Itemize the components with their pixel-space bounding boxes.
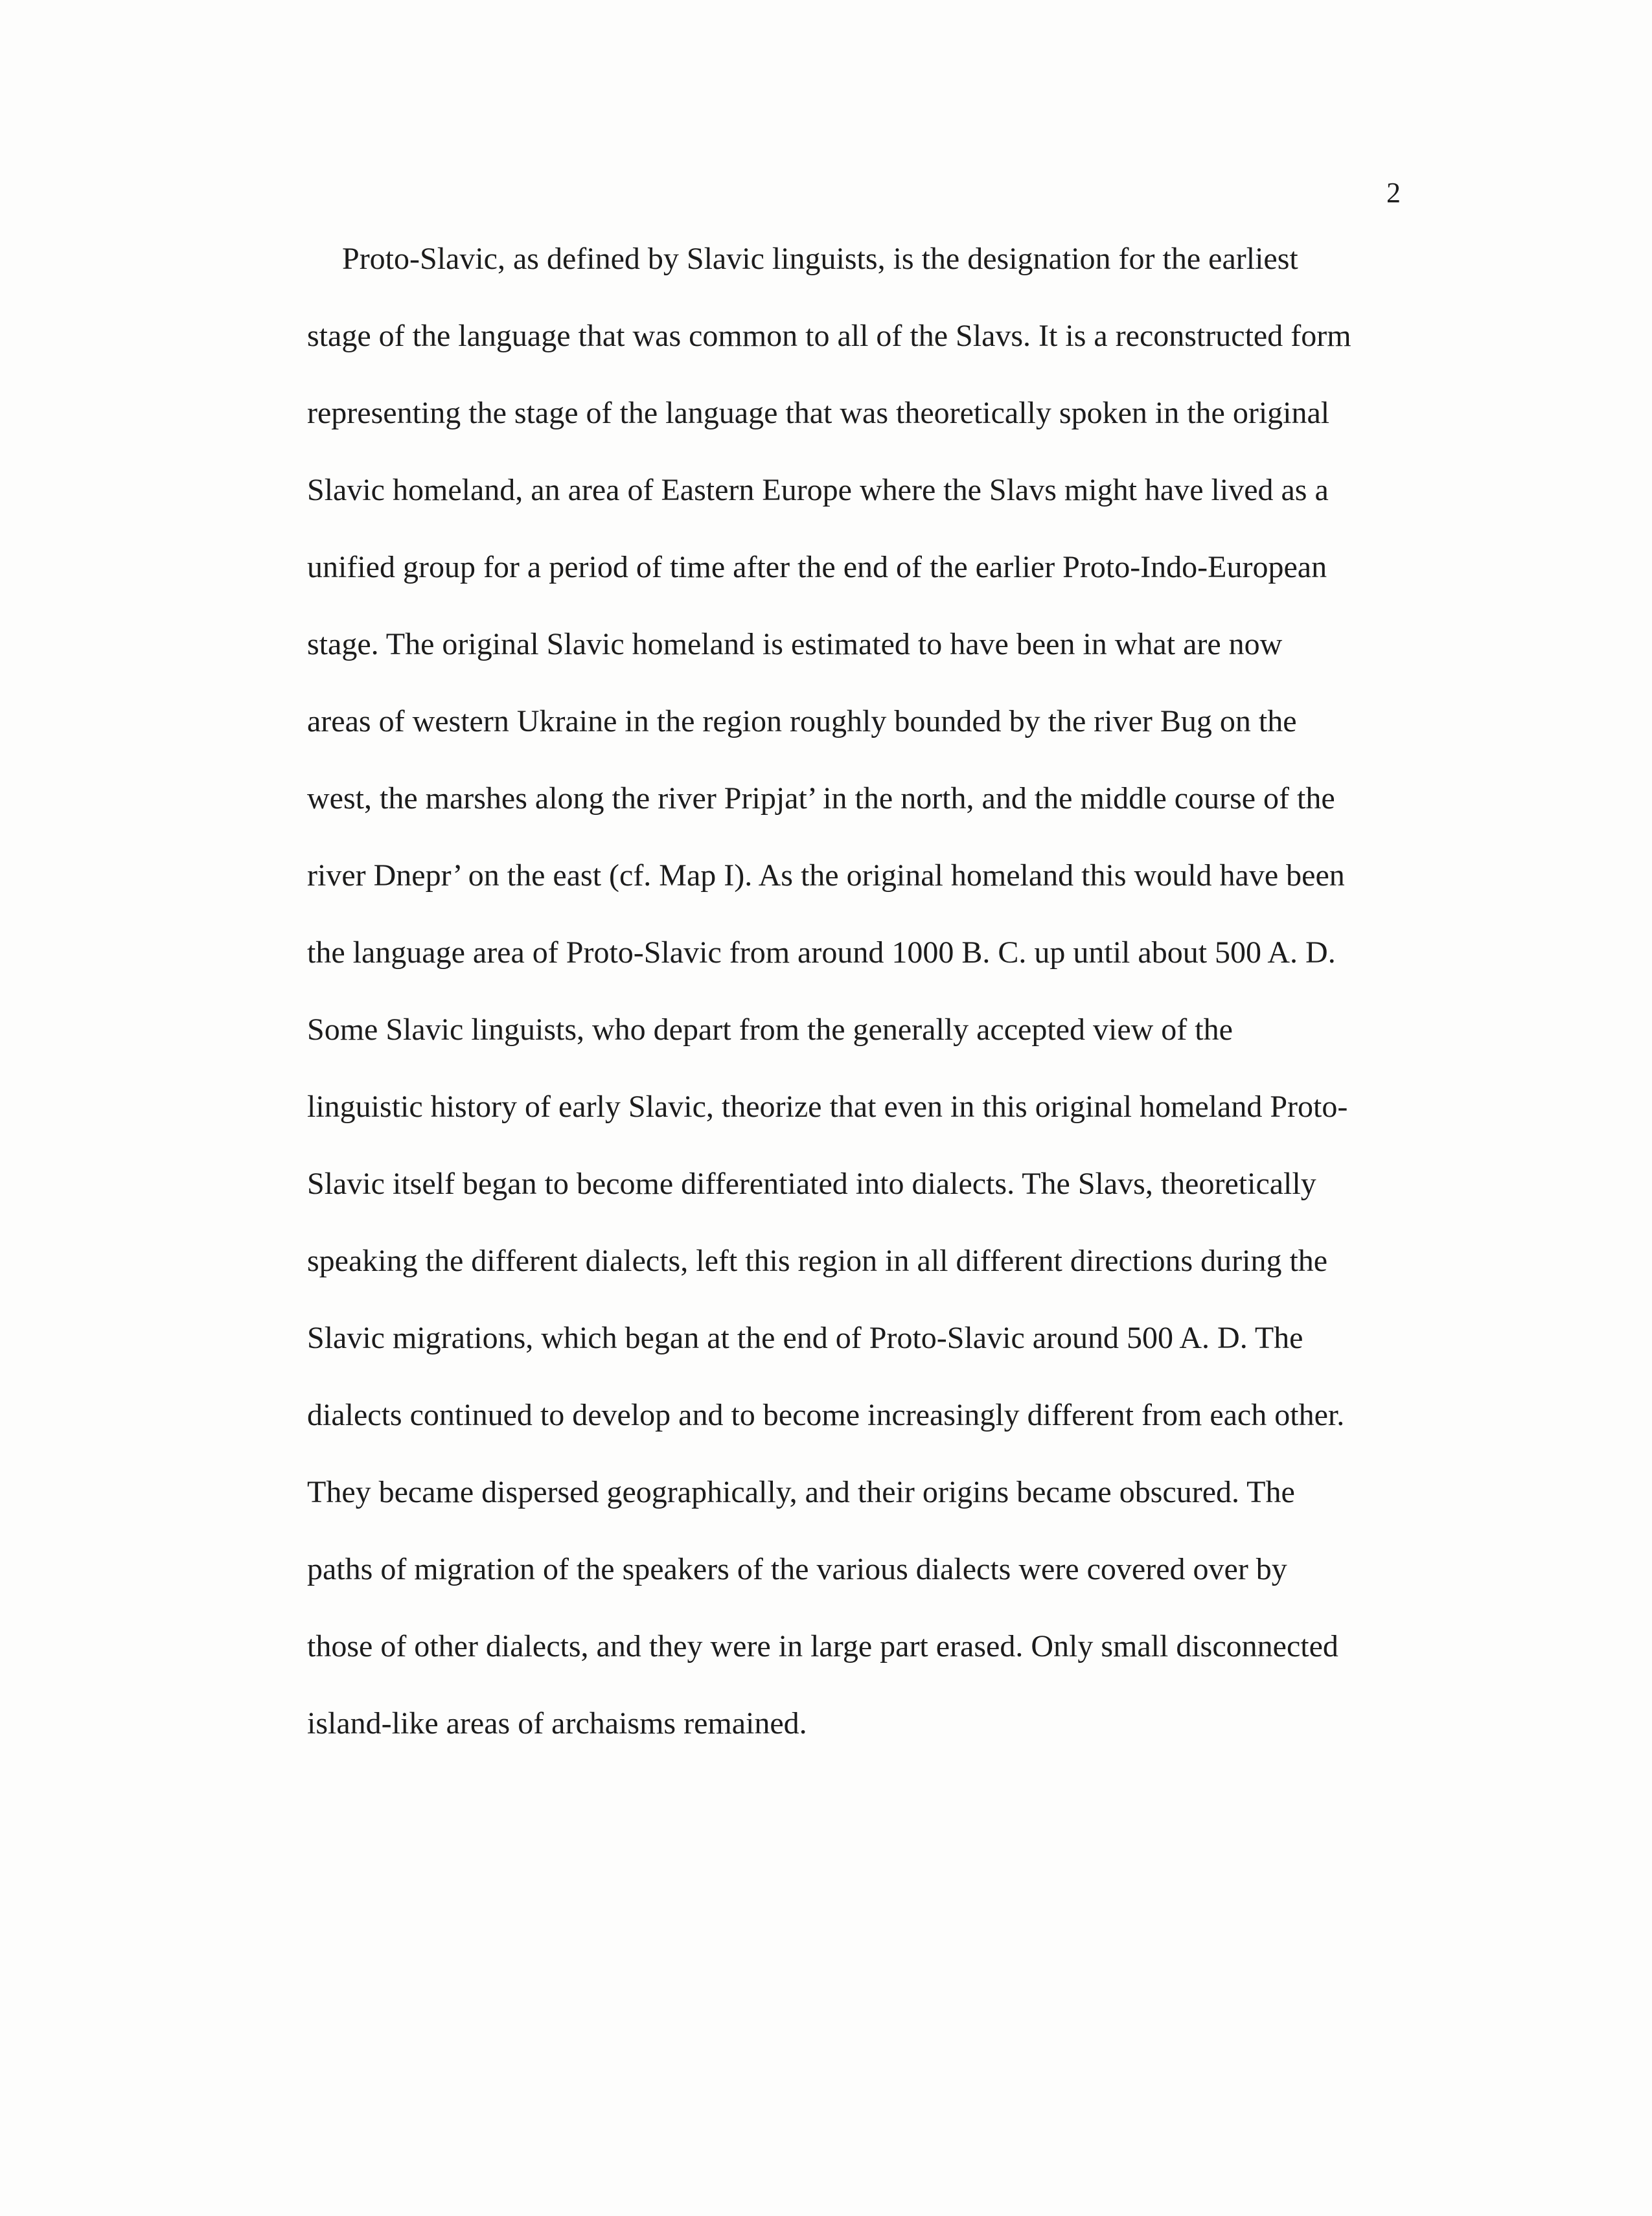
paragraph-line: Proto-Slavic, as defined by Slavic linguists, is the designation for the earliest bbox=[342, 242, 1298, 276]
paragraph-line: They became dispersed geographically, and their origins became obscured. The bbox=[307, 1475, 1295, 1509]
paragraph-line: paths of migration of the speakers of the various dialects were covered over by bbox=[307, 1552, 1287, 1586]
paragraph-line: Slavic itself began to become differentiated into dialects. The Slavs, theoretically bbox=[307, 1167, 1316, 1201]
paragraph-line: Some Slavic linguists, who depart from the generally accepted view of the bbox=[307, 1012, 1233, 1047]
paragraph-line: island-like areas of archaisms remained. bbox=[307, 1706, 807, 1741]
paragraph-line: stage of the language that was common to all of the Slavs. It is a reconstructed form bbox=[307, 319, 1351, 353]
paragraph-line: west, the marshes along the river Pripjat’ in the north, and the middle course of the bbox=[307, 781, 1335, 816]
page-number: 2 bbox=[1386, 177, 1401, 209]
paragraph-line: areas of western Ukraine in the region roughly bounded by the river Bug on the bbox=[307, 704, 1297, 738]
paragraph-line: dialects continued to develop and to become increasingly different from each other. bbox=[307, 1398, 1345, 1432]
paragraph-line: the language area of Proto-Slavic from around 1000 B. C. up until about 500 A. D. bbox=[307, 935, 1336, 970]
paragraph-line: Slavic homeland, an area of Eastern Europe where the Slavs might have lived as a bbox=[307, 473, 1329, 507]
paragraph-line: those of other dialects, and they were in large part erased. Only small disconnected bbox=[307, 1629, 1338, 1663]
body-paragraph bbox=[307, 220, 1421, 1762]
paragraph-line: representing the stage of the language that was theoretically spoken in the original bbox=[307, 396, 1330, 430]
paragraph-line: stage. The original Slavic homeland is estimated to have been in what are now bbox=[307, 627, 1283, 661]
paragraph-line: linguistic history of early Slavic, theorize that even in this original homeland Proto- bbox=[307, 1090, 1348, 1124]
paragraph-line: unified group for a period of time after the end of the earlier Proto-Indo-European bbox=[307, 550, 1327, 584]
paragraph-line: river Dnepr’ on the east (cf. Map I). As the original homeland this would have been bbox=[307, 858, 1345, 893]
paragraph-line: speaking the different dialects, left this region in all different directions during the bbox=[307, 1244, 1328, 1278]
paragraph-line: Slavic migrations, which began at the end of Proto-Slavic around 500 A. D. The bbox=[307, 1321, 1303, 1355]
